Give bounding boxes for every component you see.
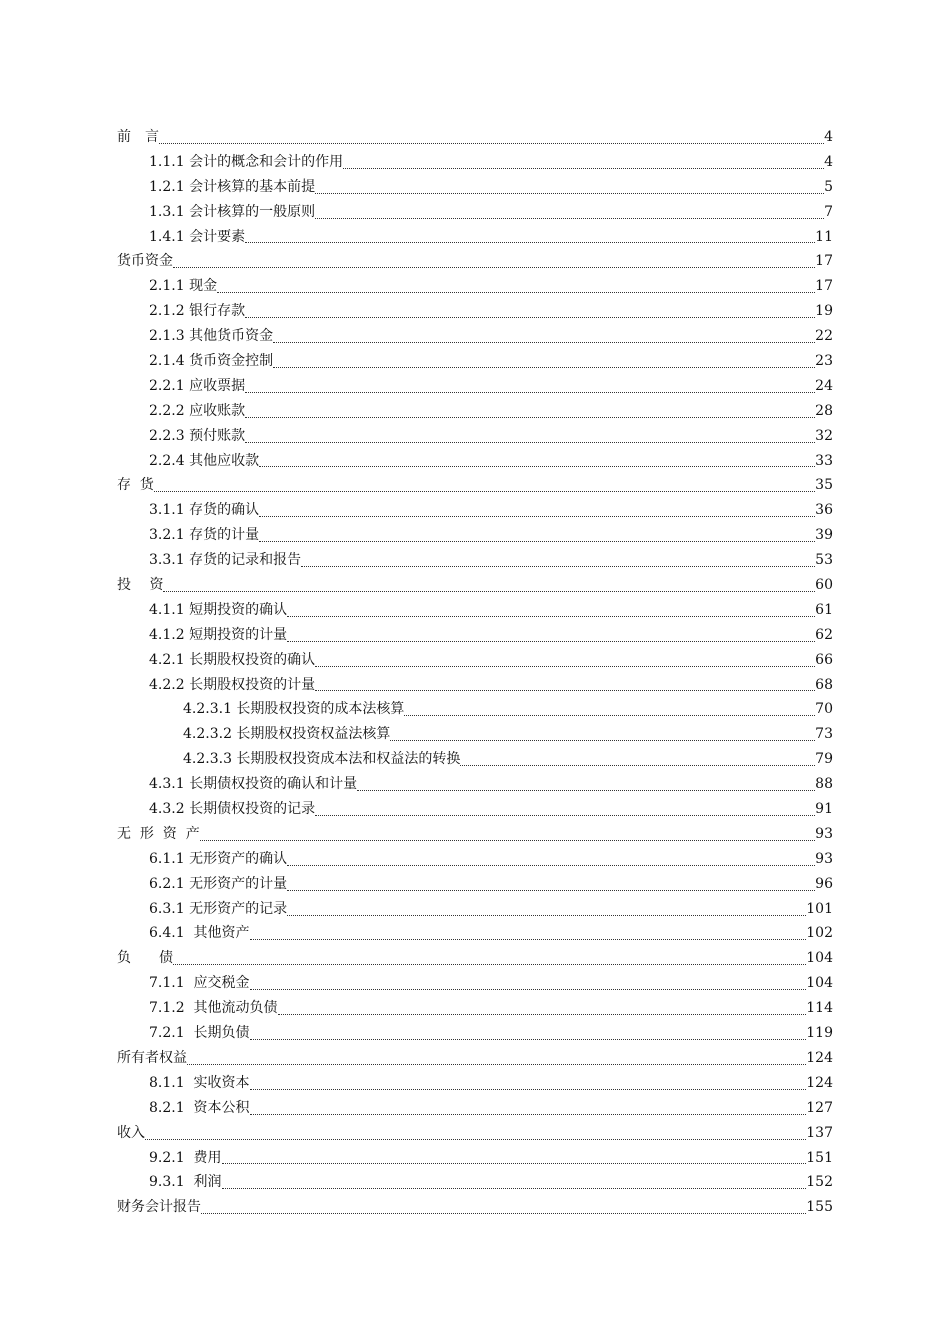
toc-entry-page-number: 4 bbox=[824, 128, 833, 145]
toc-dot-leader bbox=[173, 946, 806, 971]
toc-entry-title: 1.2.1 会计核算的基本前提 bbox=[149, 178, 316, 195]
toc-entry-title: 负 债 bbox=[117, 950, 173, 967]
toc-dot-leader bbox=[245, 399, 815, 424]
toc-dot-leader bbox=[200, 822, 815, 847]
toc-dot-leader bbox=[250, 1071, 807, 1096]
toc-dot-leader bbox=[173, 249, 815, 274]
toc-entry-title: 4.2.3.2 长期股权投资权益法核算 bbox=[183, 726, 391, 743]
toc-dot-leader bbox=[259, 523, 815, 548]
toc-entry-page-number: 124 bbox=[806, 1074, 833, 1091]
toc-entry[interactable] bbox=[117, 1071, 833, 1096]
toc-dot-leader bbox=[273, 349, 815, 374]
toc-dot-leader bbox=[159, 125, 824, 150]
toc-dot-leader bbox=[259, 449, 815, 474]
toc-dot-leader bbox=[287, 897, 806, 922]
toc-entry-title: 6.3.1 无形资产的记录 bbox=[149, 900, 288, 917]
toc-dot-leader bbox=[273, 324, 815, 349]
toc-entry[interactable] bbox=[117, 623, 833, 648]
toc-dot-leader bbox=[250, 922, 807, 947]
toc-entry[interactable] bbox=[117, 175, 833, 200]
toc-dot-leader bbox=[287, 598, 815, 623]
toc-entry-page-number: 73 bbox=[815, 726, 833, 743]
toc-entry[interactable] bbox=[117, 424, 833, 449]
toc-entry[interactable] bbox=[117, 872, 833, 897]
toc-dot-leader bbox=[217, 274, 815, 299]
toc-dot-leader bbox=[287, 847, 815, 872]
toc-entry-title: 2.1.1 现金 bbox=[149, 278, 218, 295]
toc-entry-title: 9.2.1 费用 bbox=[149, 1149, 222, 1166]
toc-entry[interactable] bbox=[117, 449, 833, 474]
toc-entry-page-number: 28 bbox=[815, 402, 833, 419]
toc-entry-title: 货币资金 bbox=[117, 253, 173, 270]
toc-entry[interactable] bbox=[117, 1170, 833, 1195]
toc-dot-leader bbox=[245, 424, 815, 449]
toc-dot-leader bbox=[278, 996, 807, 1021]
toc-dot-leader bbox=[315, 797, 815, 822]
toc-entry-title: 所有者权益 bbox=[117, 1049, 187, 1066]
toc-dot-leader bbox=[315, 200, 824, 225]
toc-entry-page-number: 17 bbox=[815, 253, 833, 270]
toc-entry-page-number: 23 bbox=[815, 353, 833, 369]
toc-entry-page-number: 155 bbox=[806, 1199, 833, 1216]
toc-entry[interactable] bbox=[117, 673, 833, 698]
toc-entry-page-number: 114 bbox=[806, 1000, 833, 1017]
toc-entry[interactable] bbox=[117, 897, 833, 922]
toc-entry[interactable] bbox=[117, 847, 833, 872]
toc-entry[interactable] bbox=[117, 349, 833, 374]
toc-entry[interactable] bbox=[117, 225, 833, 250]
toc-dot-leader bbox=[222, 1170, 807, 1195]
toc-entry-title: 3.1.1 存货的确认 bbox=[149, 502, 260, 519]
toc-dot-leader bbox=[250, 1021, 807, 1046]
toc-entry-page-number: 102 bbox=[806, 925, 833, 942]
toc-entry-page-number: 88 bbox=[815, 776, 833, 793]
toc-entry[interactable] bbox=[117, 822, 833, 847]
toc-entry[interactable] bbox=[117, 1195, 833, 1220]
toc-entry-title: 4.3.2 长期债权投资的记录 bbox=[149, 801, 316, 818]
toc-entry-page-number: 53 bbox=[815, 552, 833, 569]
toc-entry-title: 存 货 bbox=[117, 477, 154, 494]
toc-entry-page-number: 60 bbox=[815, 577, 833, 594]
toc-entry-title: 2.1.2 银行存款 bbox=[149, 303, 246, 320]
toc-entry[interactable] bbox=[117, 548, 833, 573]
toc-entry[interactable] bbox=[117, 374, 833, 399]
toc-entry-page-number: 68 bbox=[815, 676, 833, 693]
toc-dot-leader bbox=[163, 573, 815, 598]
toc-entry-page-number: 4 bbox=[824, 153, 833, 170]
toc-entry-title: 2.1.4 货币资金控制 bbox=[149, 353, 274, 369]
toc-entry-title: 3.2.1 存货的计量 bbox=[149, 527, 260, 544]
toc-entry-title: 前 言 bbox=[117, 128, 159, 145]
toc-entry[interactable] bbox=[117, 1096, 833, 1121]
toc-entry[interactable] bbox=[117, 1146, 833, 1171]
toc-entry-page-number: 11 bbox=[815, 228, 833, 245]
toc-entry[interactable] bbox=[117, 200, 833, 225]
toc-entry[interactable] bbox=[117, 797, 833, 822]
toc-entry-title: 2.2.2 应收账款 bbox=[149, 402, 246, 419]
toc-entry-page-number: 66 bbox=[815, 651, 833, 668]
toc-entry[interactable] bbox=[117, 299, 833, 324]
toc-entry-title: 8.1.1 实收资本 bbox=[149, 1074, 250, 1091]
toc-dot-leader bbox=[250, 1096, 807, 1121]
toc-dot-leader bbox=[222, 1146, 807, 1171]
toc-dot-leader bbox=[201, 1195, 806, 1220]
toc-dot-leader bbox=[287, 623, 815, 648]
toc-entry[interactable] bbox=[117, 922, 833, 947]
toc-entry[interactable] bbox=[117, 1046, 833, 1071]
toc-entry[interactable] bbox=[117, 274, 833, 299]
toc-dot-leader bbox=[460, 747, 815, 772]
toc-dot-leader bbox=[287, 872, 815, 897]
toc-entry-title: 7.2.1 长期负债 bbox=[149, 1025, 250, 1042]
toc-entry-page-number: 104 bbox=[806, 950, 833, 967]
toc-entry-page-number: 22 bbox=[815, 328, 833, 345]
toc-entry-title: 6.1.1 无形资产的确认 bbox=[149, 850, 288, 867]
toc-entry-title: 2.1.3 其他货币资金 bbox=[149, 328, 274, 345]
toc-entry[interactable] bbox=[117, 473, 833, 498]
toc-entry-title: 收入 bbox=[117, 1124, 145, 1141]
toc-entry-page-number: 5 bbox=[824, 178, 833, 195]
toc-dot-leader bbox=[154, 473, 815, 498]
toc-dot-leader bbox=[187, 1046, 806, 1071]
toc-entry-title: 7.1.2 其他流动负债 bbox=[149, 1000, 278, 1017]
toc-entry-page-number: 93 bbox=[815, 825, 833, 842]
toc-dot-leader bbox=[357, 772, 815, 797]
toc-dot-leader bbox=[315, 673, 815, 698]
toc-entry[interactable] bbox=[117, 598, 833, 623]
toc-dot-leader bbox=[390, 722, 815, 747]
toc-entry-title: 2.2.1 应收票据 bbox=[149, 377, 246, 394]
toc-entry[interactable] bbox=[117, 996, 833, 1021]
toc-entry-title: 1.1.1 会计的概念和会计的作用 bbox=[149, 153, 344, 170]
toc-dot-leader bbox=[315, 175, 824, 200]
toc-entry-page-number: 152 bbox=[806, 1174, 833, 1191]
toc-dot-leader bbox=[250, 971, 807, 996]
toc-entry-title: 4.2.2 长期股权投资的计量 bbox=[149, 676, 316, 693]
toc-entry[interactable] bbox=[117, 498, 833, 523]
toc-entry-page-number: 104 bbox=[806, 975, 833, 992]
toc-entry-page-number: 62 bbox=[815, 626, 833, 643]
toc-entry-page-number: 17 bbox=[815, 278, 833, 295]
toc-entry[interactable] bbox=[117, 573, 833, 598]
toc-entry-page-number: 61 bbox=[815, 601, 833, 618]
toc-entry-title: 2.2.4 其他应收款 bbox=[149, 452, 260, 469]
toc-dot-leader bbox=[259, 498, 815, 523]
toc-entry-title: 投 资 bbox=[117, 577, 164, 594]
table-of-contents bbox=[117, 125, 833, 1220]
toc-entry-page-number: 119 bbox=[806, 1025, 833, 1042]
toc-entry-title: 9.3.1 利润 bbox=[149, 1174, 222, 1191]
toc-entry-page-number: 32 bbox=[815, 427, 833, 444]
toc-dot-leader bbox=[301, 548, 815, 573]
toc-entry-title: 1.3.1 会计核算的一般原则 bbox=[149, 203, 316, 220]
toc-entry[interactable] bbox=[117, 971, 833, 996]
toc-entry-title: 7.1.1 应交税金 bbox=[149, 975, 250, 992]
toc-entry-title: 财务会计报告 bbox=[117, 1199, 201, 1216]
toc-entry-title: 4.2.1 长期股权投资的确认 bbox=[149, 651, 316, 668]
toc-entry-title: 6.2.1 无形资产的计量 bbox=[149, 875, 288, 892]
toc-entry[interactable] bbox=[117, 1121, 833, 1146]
toc-entry-page-number: 127 bbox=[806, 1099, 833, 1116]
toc-dot-leader bbox=[343, 150, 824, 175]
toc-entry[interactable] bbox=[117, 399, 833, 424]
toc-entry-page-number: 79 bbox=[815, 751, 833, 768]
toc-entry-page-number: 36 bbox=[815, 502, 833, 519]
toc-entry-page-number: 91 bbox=[815, 801, 833, 818]
toc-entry-page-number: 24 bbox=[815, 377, 833, 394]
toc-entry-page-number: 33 bbox=[815, 452, 833, 469]
toc-entry-title: 1.4.1 会计要素 bbox=[149, 228, 246, 245]
toc-entry-title: 4.1.2 短期投资的计量 bbox=[149, 626, 288, 643]
toc-dot-leader bbox=[245, 299, 815, 324]
toc-dot-leader bbox=[245, 225, 815, 250]
toc-entry[interactable] bbox=[117, 125, 833, 150]
toc-entry-page-number: 137 bbox=[806, 1124, 833, 1141]
toc-entry-title: 8.2.1 资本公积 bbox=[149, 1099, 250, 1116]
toc-entry-page-number: 101 bbox=[806, 900, 833, 917]
toc-entry-page-number: 35 bbox=[815, 477, 833, 494]
toc-entry[interactable] bbox=[117, 249, 833, 274]
toc-entry[interactable] bbox=[117, 648, 833, 673]
toc-dot-leader bbox=[145, 1121, 806, 1146]
toc-entry-title: 4.2.3.1 长期股权投资的成本法核算 bbox=[183, 701, 405, 718]
toc-entry-title: 3.3.1 存货的记录和报告 bbox=[149, 552, 302, 569]
toc-entry-page-number: 93 bbox=[815, 850, 833, 867]
toc-entry[interactable] bbox=[117, 747, 833, 772]
toc-entry-title: 4.1.1 短期投资的确认 bbox=[149, 601, 288, 618]
toc-entry-page-number: 124 bbox=[806, 1049, 833, 1066]
toc-entry-title: 无 形 资 产 bbox=[117, 825, 200, 842]
toc-entry[interactable] bbox=[117, 324, 833, 349]
toc-entry[interactable] bbox=[117, 722, 833, 747]
toc-entry-page-number: 70 bbox=[815, 701, 833, 718]
toc-entry-title: 4.3.1 长期债权投资的确认和计量 bbox=[149, 776, 358, 793]
toc-entry[interactable] bbox=[117, 150, 833, 175]
toc-entry[interactable] bbox=[117, 523, 833, 548]
toc-entry-page-number: 151 bbox=[806, 1149, 833, 1166]
toc-entry[interactable] bbox=[117, 946, 833, 971]
toc-entry-title: 4.2.3.3 长期股权投资成本法和权益法的转换 bbox=[183, 751, 461, 768]
toc-entry-title: 2.2.3 预付账款 bbox=[149, 427, 246, 444]
toc-entry[interactable] bbox=[117, 772, 833, 797]
toc-entry-title: 6.4.1 其他资产 bbox=[149, 925, 250, 942]
toc-dot-leader bbox=[315, 648, 815, 673]
toc-entry-page-number: 19 bbox=[815, 303, 833, 320]
toc-entry-page-number: 39 bbox=[815, 527, 833, 544]
toc-entry-page-number: 7 bbox=[824, 203, 833, 220]
toc-dot-leader bbox=[404, 697, 815, 722]
toc-entry-page-number: 96 bbox=[815, 875, 833, 892]
toc-entry[interactable] bbox=[117, 697, 833, 722]
toc-dot-leader bbox=[245, 374, 815, 399]
toc-entry[interactable] bbox=[117, 1021, 833, 1046]
